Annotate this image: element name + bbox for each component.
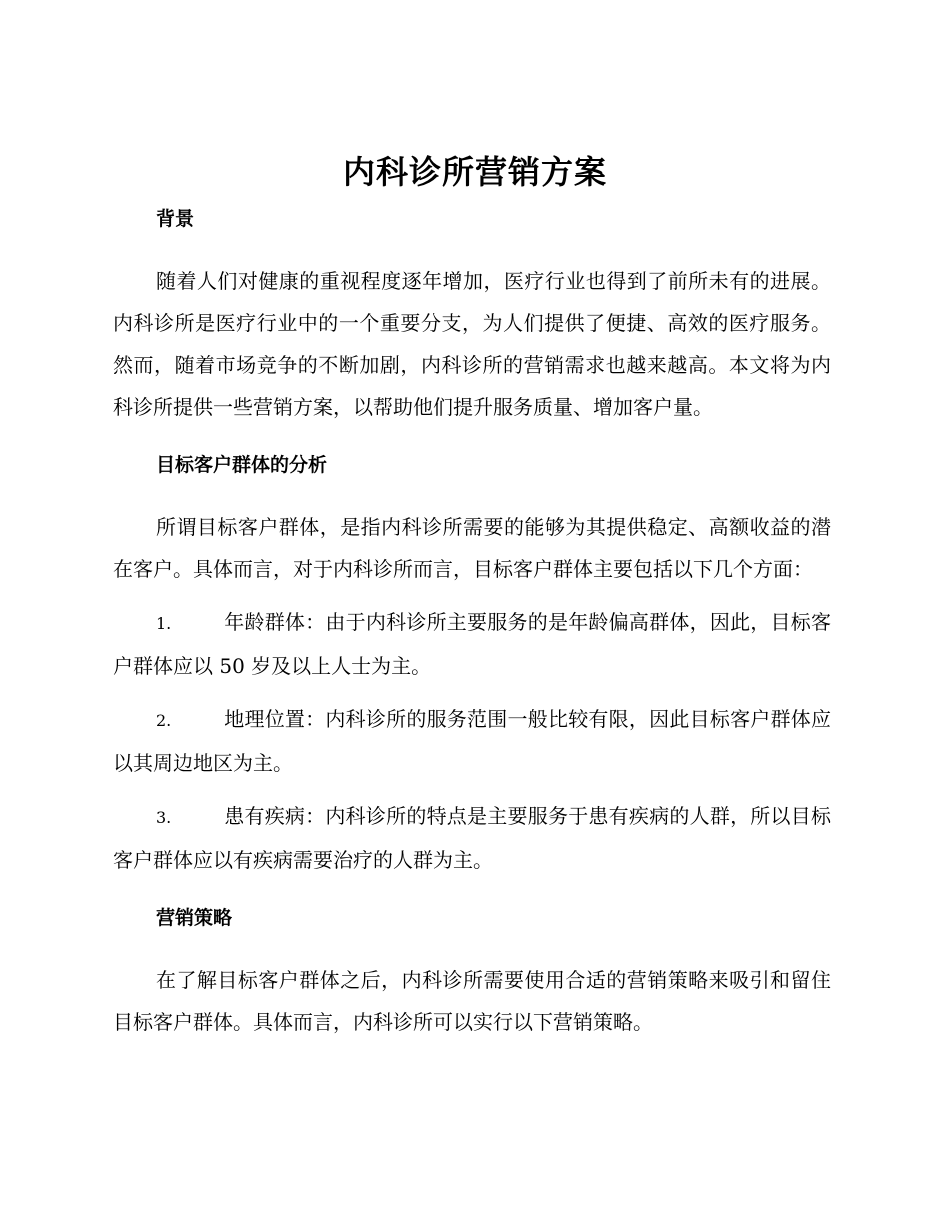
list-item-text: 地理位置：内科诊所的服务范围一般比较有限，因此目标客户群体应以其周边地区为主。: [113, 707, 831, 775]
list-item: [113, 601, 831, 687]
paragraph: 随着人们对健康的重视程度逐年增加，医疗行业也得到了前所未有的进展。内科诊所是医疗行业中的一个重要分支，为人们提供了便捷、高效的医疗服务。然而，随着市场竞争的不断加剧，内科诊所的营销需求也越来越高。本文将为内科诊所提供一些营销方案，以帮助他们提升服务质量、增加客户量。: [113, 269, 831, 419]
paragraph: 所谓目标客户群体，是指内科诊所需要的能够为其提供稳定、高额收益的潜在客户。具体而言，对于内科诊所而言，目标客户群体主要包括以下几个方面：: [113, 515, 831, 581]
list-item: [113, 795, 831, 881]
paragraph: 在了解目标客户群体之后，内科诊所需要使用合适的营销策略来吸引和留住目标客户群体。具体而言，内科诊所可以实行以下营销策略。: [113, 968, 831, 1034]
list-item-text: 年龄群体：由于内科诊所主要服务的是年龄偏高群体，因此，目标客户群体应以 50 岁及以上人士为主。: [113, 610, 831, 678]
section-marketing-strategy: [113, 901, 831, 1043]
document-title: 内科诊所营销方案: [342, 153, 607, 191]
section-heading: 背景: [156, 208, 195, 230]
section-heading: 营销策略: [156, 907, 233, 929]
list-item: [113, 698, 831, 784]
list-item-text: 患有疾病：内科诊所的特点是主要服务于患有疾病的人群，所以目标客户群体应以有疾病需要治疗的人群为主。: [113, 804, 831, 872]
list-number: 1.: [156, 614, 172, 633]
section-heading: 目标客户群体的分析: [156, 454, 328, 476]
list-number: 3.: [156, 808, 172, 827]
document-body: [113, 202, 831, 1043]
section-background: [113, 202, 831, 428]
numbered-list: [113, 601, 831, 881]
section-target-customers: [113, 448, 831, 881]
list-number: 2.: [156, 711, 172, 730]
